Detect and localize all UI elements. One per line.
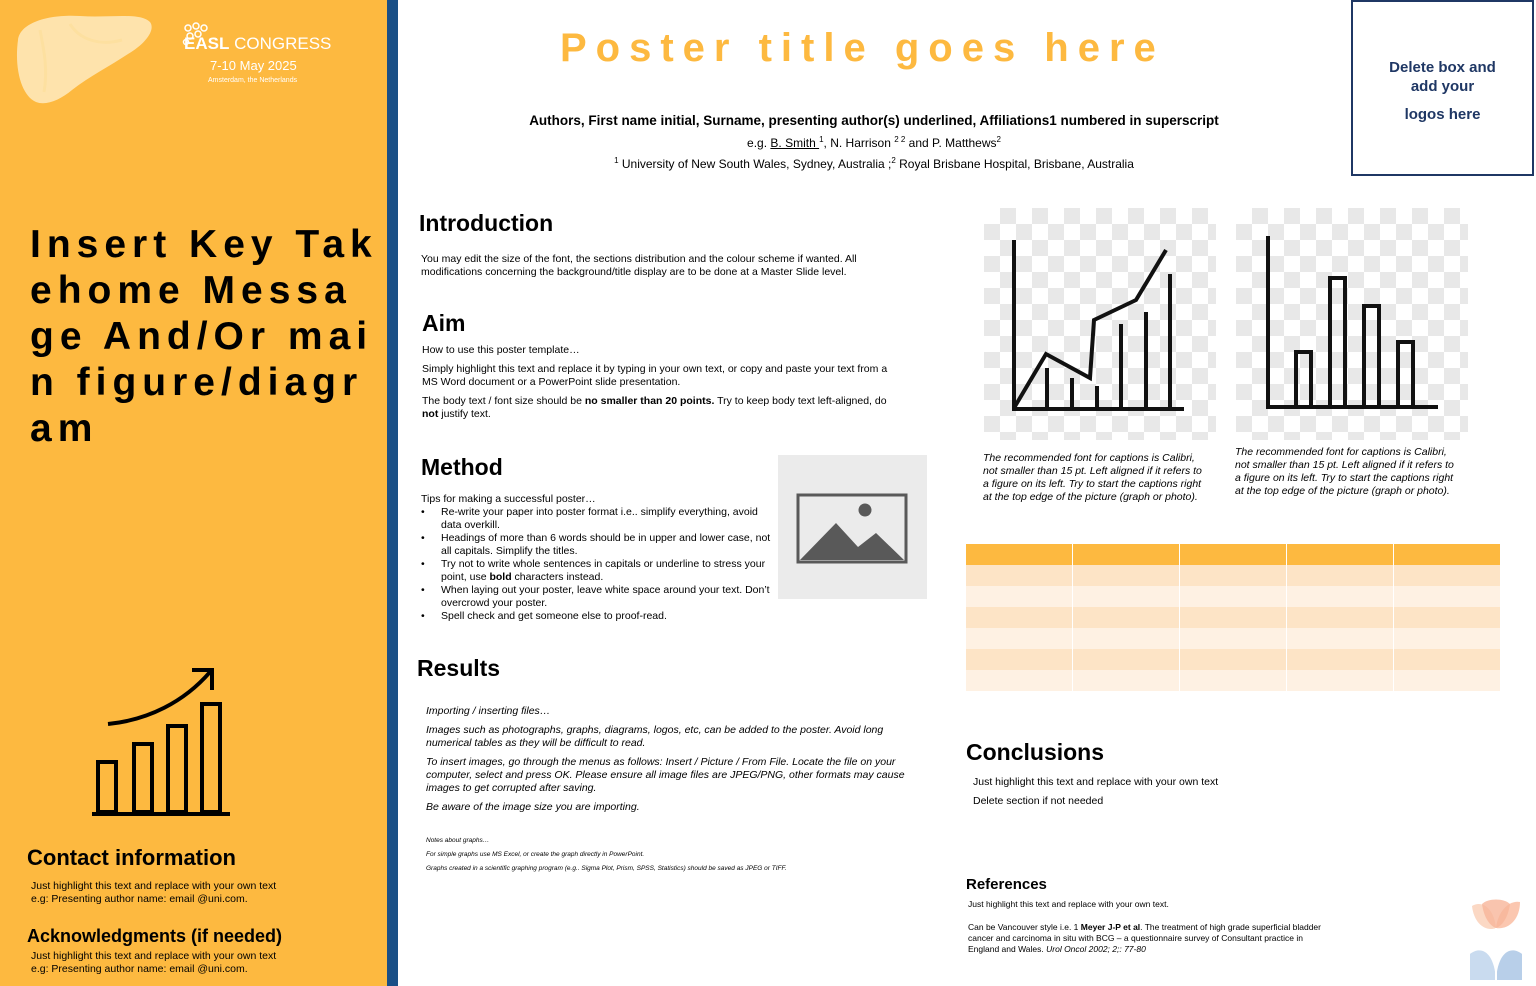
table-row: [966, 565, 1501, 586]
logo-placeholder-text: Delete box and add your logos here: [1389, 59, 1496, 123]
ack-text-line-2: e.g: Presenting author name: email @uni.com.: [31, 963, 248, 975]
figure-caption-2: The recommended font for captions is Calibri, not smaller than 15 pt. Left aligned if it refers to a figure on its left. Try to start the captions right at the top edge of the picture (graph or photo).: [1235, 446, 1454, 497]
line-chart-figure[interactable]: [984, 208, 1216, 440]
data-table: [966, 544, 1501, 691]
conclusions-heading: Conclusions: [966, 739, 1105, 765]
aim-p2: Simply highlight this text and replace it by typing in your own text, or copy and paste your text from a MS Word document or a PowerPoint slide presentation.: [422, 363, 888, 388]
contact-text-line-2: e.g: Presenting author name: email @uni.com.: [31, 893, 248, 905]
aim-heading: Aim: [422, 310, 466, 336]
logo-placeholder-box[interactable]: [1351, 0, 1534, 176]
references-text: [968, 899, 1328, 955]
conclusions-p2: Delete section if not needed: [973, 795, 1104, 807]
bar-chart-figure[interactable]: [1236, 208, 1468, 440]
contact-heading: Contact information: [27, 845, 236, 870]
references-heading: References: [966, 876, 1047, 893]
method-heading: Method: [421, 454, 503, 480]
picture-icon: [778, 455, 927, 599]
list-item: • Spell check and get someone else to proof-read.: [441, 610, 771, 623]
congress-name: EASL CONGRESS: [184, 34, 332, 53]
introduction-text: You may edit the size of the font, the sections distribution and the colour scheme if wanted. All modifications concerning the background/title display are to be done at a Master Slide level.: [421, 253, 857, 278]
graph-note-3: Graphs created in a scientific graphing program (e.g.. Sigma Plot, Prism, SPSS, Statistics) should be saved as JPEG or TIFF.: [426, 865, 787, 872]
results-p1: Importing / inserting files…: [426, 705, 551, 717]
table-row: [966, 649, 1501, 670]
contact-text: [31, 880, 276, 906]
acknowledgments-text: [31, 950, 276, 976]
growth-chart-icon: [88, 662, 236, 818]
results-p2: Images such as photographs, graphs, diagrams, logos, etc, can be added to the poster. Avoid long numerical tables as they will be difficult to read.: [426, 724, 884, 749]
ack-text-line-1: Just highlight this text and replace with your own text: [31, 950, 277, 962]
aim-p1: How to use this poster template…: [422, 344, 580, 356]
graph-note-1: Notes about graphs…: [426, 837, 490, 844]
key-message: Insert Key Takehome Message And/Or main figure/diagram: [30, 223, 378, 450]
congress-location: Amsterdam, the Netherlands: [208, 77, 298, 84]
figure-caption-1: The recommended font for captions is Calibri, not smaller than 15 pt. Left aligned if it refers to a figure on its left. Try to start the captions right at the top edge of the picture (graph or photo).: [983, 452, 1202, 503]
table-row: [966, 607, 1501, 628]
conclusions-p1: Just highlight this text and replace with your own text: [973, 776, 1219, 788]
graph-note-2: For simple graphs use MS Excel, or create the graph directly in PowerPoint.: [426, 851, 645, 858]
table-row: [966, 670, 1501, 691]
list-item: • Try not to write whole sentences in capitals or underline to stress your point, use bold characters instead.: [441, 558, 771, 584]
results-p3: To insert images, go through the menus as follows: Insert / Picture / From File. Locate the file on your computer, select and press OK. Please ensure all image files are JPEG/PNG, other formats may cause images to get corrupted after saving.: [426, 756, 905, 794]
aim-text: [422, 344, 900, 427]
list-item: • Headings of more than 6 words should be in upper and lower case, not all capitals. Simplify the titles.: [441, 532, 771, 558]
line-chart-icon: [984, 208, 1216, 440]
image-placeholder[interactable]: [778, 455, 927, 599]
congress-dates: 7-10 May 2025: [210, 58, 297, 73]
affiliations: $^1$ University of New South Wales, Sydney, Australia ;$^2$ Royal Brisbane Hospital, Brisbane, Australia: [614, 156, 1134, 171]
contact-text-line-1: Just highlight this text and replace with your own text: [31, 880, 277, 892]
conclusions-text: [973, 776, 1373, 814]
table-row: [966, 586, 1501, 607]
introduction-heading: Introduction: [419, 210, 554, 236]
authors-line: Authors, First name initial, Surname, presenting author(s) underlined, Affiliations1 numbered in superscript: [529, 113, 1219, 128]
authors-block: [398, 112, 1350, 173]
aim-p3: The body text / font size should be no smaller than 20 points. Try to keep body text left-aligned, do not justify text.: [422, 395, 887, 420]
references-p1: Just highlight this text and replace with your own text.: [968, 899, 1169, 909]
liver-logo-icon: [10, 10, 155, 106]
bar-chart-icon: [1236, 208, 1468, 440]
list-item: • Re-write your paper into poster format i.e.. simplify everything, avoid data overkill.: [441, 506, 771, 532]
list-item: • When laying out your poster, leave white space around your text. Don’t overcrowd your poster.: [441, 584, 771, 610]
results-text: [426, 705, 921, 820]
method-text: [421, 493, 771, 623]
left-panel: [0, 0, 387, 986]
acknowledgments-heading: Acknowledgments (if needed): [27, 926, 283, 946]
method-intro: Tips for making a successful poster…: [421, 493, 596, 505]
graph-notes: [426, 834, 926, 876]
blue-divider-stripe: [387, 0, 398, 986]
method-tips-list: [421, 506, 771, 623]
author-example: e.g. B. Smith $^1$, N. Harrison $^{2 2}$ and P. Matthews$^2$: [747, 135, 1001, 150]
table-row: [966, 628, 1501, 649]
decorative-flower-icon: [1468, 898, 1524, 982]
poster-title: Poster title goes here: [560, 26, 1165, 70]
results-p4: Be aware of the image size you are importing.: [426, 801, 640, 813]
references-p2: Can be Vancouver style i.e. 1 Meyer J-P et al. The treatment of high grade superficial bladder cancer and carcinoma in situ with BCG – a questionnaire survey of Consultant practice in England and Wales. Urol Oncol 2002; 2;: 77-80: [968, 922, 1321, 954]
results-heading: Results: [417, 655, 501, 681]
table-header-row: [966, 544, 1501, 565]
